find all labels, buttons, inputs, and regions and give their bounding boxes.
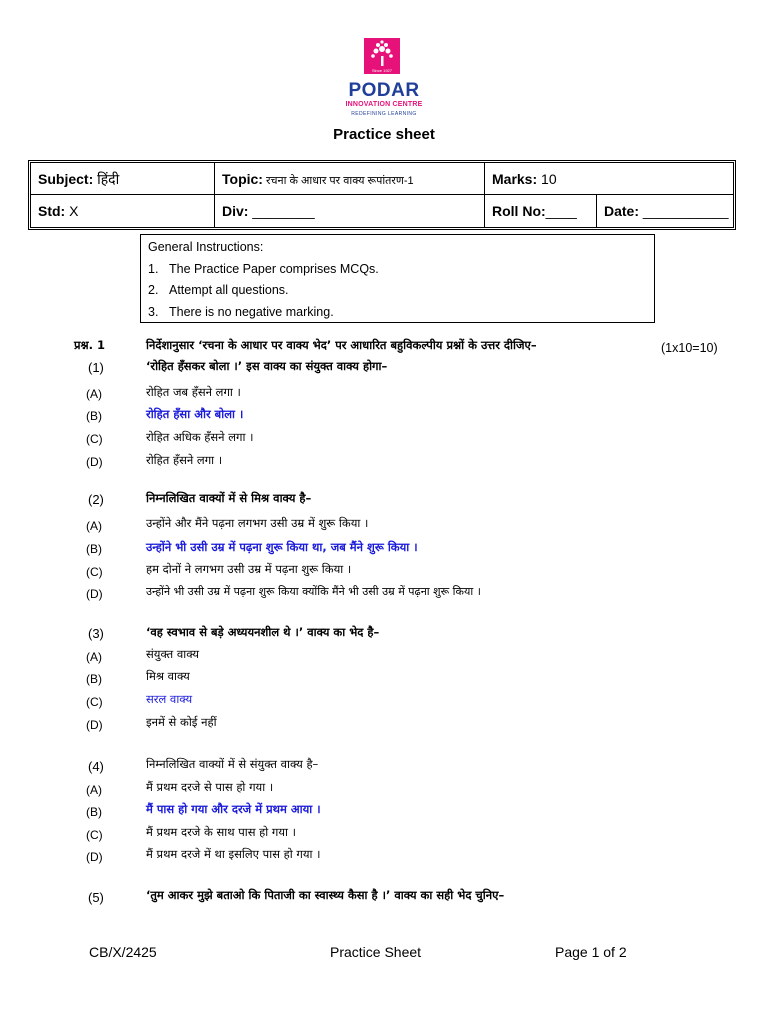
option-label: (B) <box>86 672 102 686</box>
instruction-number: 3. <box>148 304 159 319</box>
section-label: प्रश्न. 1 <box>74 338 106 352</box>
option-text: मैं प्रथम दरजे में था इसलिए पास हो गया । <box>146 847 321 861</box>
question-text: ‘वह स्वभाव से बड़े अध्ययनशील थे ।’ वाक्य का भेद है– <box>146 625 380 639</box>
roll-value: ____ <box>545 203 577 219</box>
subject-label: Subject: <box>38 171 94 187</box>
instructions-heading: General Instructions: <box>148 240 264 254</box>
option-label: (B) <box>86 805 102 819</box>
subject-cell <box>31 163 215 195</box>
instruction-item <box>148 259 647 281</box>
std-cell <box>31 195 215 227</box>
std-value: X <box>65 203 79 219</box>
div-value: ________ <box>248 203 315 219</box>
topic-cell <box>215 163 485 195</box>
option-text: हम दोनों ने लगभग उसी उम्र में पढ़ना शुरू किया । <box>146 562 352 576</box>
question-number: (3) <box>88 626 104 641</box>
option-text: रोहित अधिक हँसने लगा । <box>146 430 254 444</box>
option-label: (B) <box>86 409 102 423</box>
option-text: मैं प्रथम दरजे से पास हो गया । <box>146 780 274 794</box>
option-text: उन्होंने और मैंने पढ़ना लगभग उसी उम्र में शुरू किया । <box>146 516 369 530</box>
question-text: निम्नलिखित वाक्यों में से मिश्र वाक्य है– <box>146 491 312 505</box>
subject-value: हिंदी <box>93 171 120 187</box>
std-label: Std: <box>38 203 66 219</box>
date-value: ___________ <box>639 203 729 219</box>
date-cell <box>597 195 733 227</box>
option-label: (A) <box>86 519 102 533</box>
option-text: संयुक्त वाक्य <box>146 647 200 661</box>
instruction-text: There is no negative marking. <box>169 304 334 319</box>
page-number: Page 1 of 2 <box>555 944 627 960</box>
option-label: (C) <box>86 695 103 709</box>
header-table <box>28 160 736 230</box>
option-text: मिश्र वाक्य <box>146 669 190 683</box>
option-text: मैं प्रथम दरजे के साथ पास हो गया । <box>146 825 297 839</box>
instruction-number: 2. <box>148 283 159 297</box>
general-instructions <box>140 234 655 323</box>
correct-option-text: रोहित हँसा और बोला । <box>146 407 244 421</box>
question-number: (5) <box>88 890 104 905</box>
option-label: (C) <box>86 565 103 579</box>
question-text: ‘रोहित हँसकर बोला ।’ इस वाक्य का संयुक्त वाक्य होगा– <box>146 359 388 373</box>
question-text: ‘तुम आकर मुझे बताओ कि पिताजी का स्वास्थ्य कैसा है ।’ वाक्य का सही भेद चुनिए– <box>146 888 505 902</box>
option-label: (B) <box>86 542 102 556</box>
marks-cell <box>485 163 733 195</box>
question-text: निम्नलिखित वाक्यों में से संयुक्त वाक्य है– <box>146 757 319 771</box>
option-label: (D) <box>86 850 103 864</box>
instruction-text: The Practice Paper comprises MCQs. <box>169 261 379 276</box>
topic-value: रचना के आधार पर वाक्य रूपांतरण-1 <box>262 175 414 187</box>
logo-tagline: REDEFINING LEARNING <box>351 111 417 117</box>
topic-label: Topic: <box>222 171 263 187</box>
option-label: (C) <box>86 432 103 446</box>
logo-subtitle: INNOVATION CENTRE <box>345 101 423 108</box>
option-label: (D) <box>86 718 103 732</box>
option-label: (C) <box>86 828 103 842</box>
option-label: (D) <box>86 455 103 469</box>
roll-label: Roll No: <box>492 203 546 219</box>
instruction-text: Attempt all questions. <box>169 283 289 297</box>
footer-title: Practice Sheet <box>330 944 422 960</box>
option-text: रोहित जब हँसने लगा । <box>146 385 241 399</box>
question-number: (1) <box>88 360 104 375</box>
section-marks: (1x10=10) <box>661 341 718 355</box>
page-title: Practice sheet <box>333 126 435 143</box>
div-label: Div: <box>222 203 249 219</box>
option-text: इनमें से कोई नहीं <box>146 715 217 729</box>
roll-cell <box>485 195 597 227</box>
option-label: (A) <box>86 650 102 664</box>
instruction-item <box>148 280 647 302</box>
date-label: Date: <box>604 203 640 219</box>
correct-option-text: मैं पास हो गया और दरजे में प्रथम आया । <box>146 802 321 816</box>
question-number: (2) <box>88 492 104 507</box>
option-label: (D) <box>86 587 103 601</box>
option-label: (A) <box>86 783 102 797</box>
logo-brand: PODAR <box>348 80 420 101</box>
marks-value: 10 <box>537 171 557 187</box>
correct-option-text: उन्होंने भी उसी उम्र में पढ़ना शुरू किया था, जब मैंने शुरू किया । <box>146 540 418 554</box>
question-number: (4) <box>88 759 104 774</box>
instruction-item <box>148 302 647 324</box>
option-text: रोहित हँसने लगा । <box>146 453 223 467</box>
option-label: (A) <box>86 387 102 401</box>
div-cell <box>215 195 485 227</box>
option-text: उन्होंने भी उसी उम्र में पढ़ना शुरू किया क्योंकि मैंने भी उसी उम्र में पढ़ना शुरू किया । <box>146 585 481 598</box>
marks-label: Marks: <box>492 171 538 187</box>
logo-since: Since 1927 <box>371 68 392 73</box>
footer-code: CB/X/2425 <box>89 944 157 960</box>
correct-option-text: सरल वाक्य <box>146 692 193 706</box>
section-instruction: निर्देशानुसार ‘रचना के आधार पर वाक्य भेद’ पर आधारित बहुविकल्पीय प्रश्नों के उत्तर दीजिए– <box>146 338 537 352</box>
instruction-number: 1. <box>148 261 159 276</box>
